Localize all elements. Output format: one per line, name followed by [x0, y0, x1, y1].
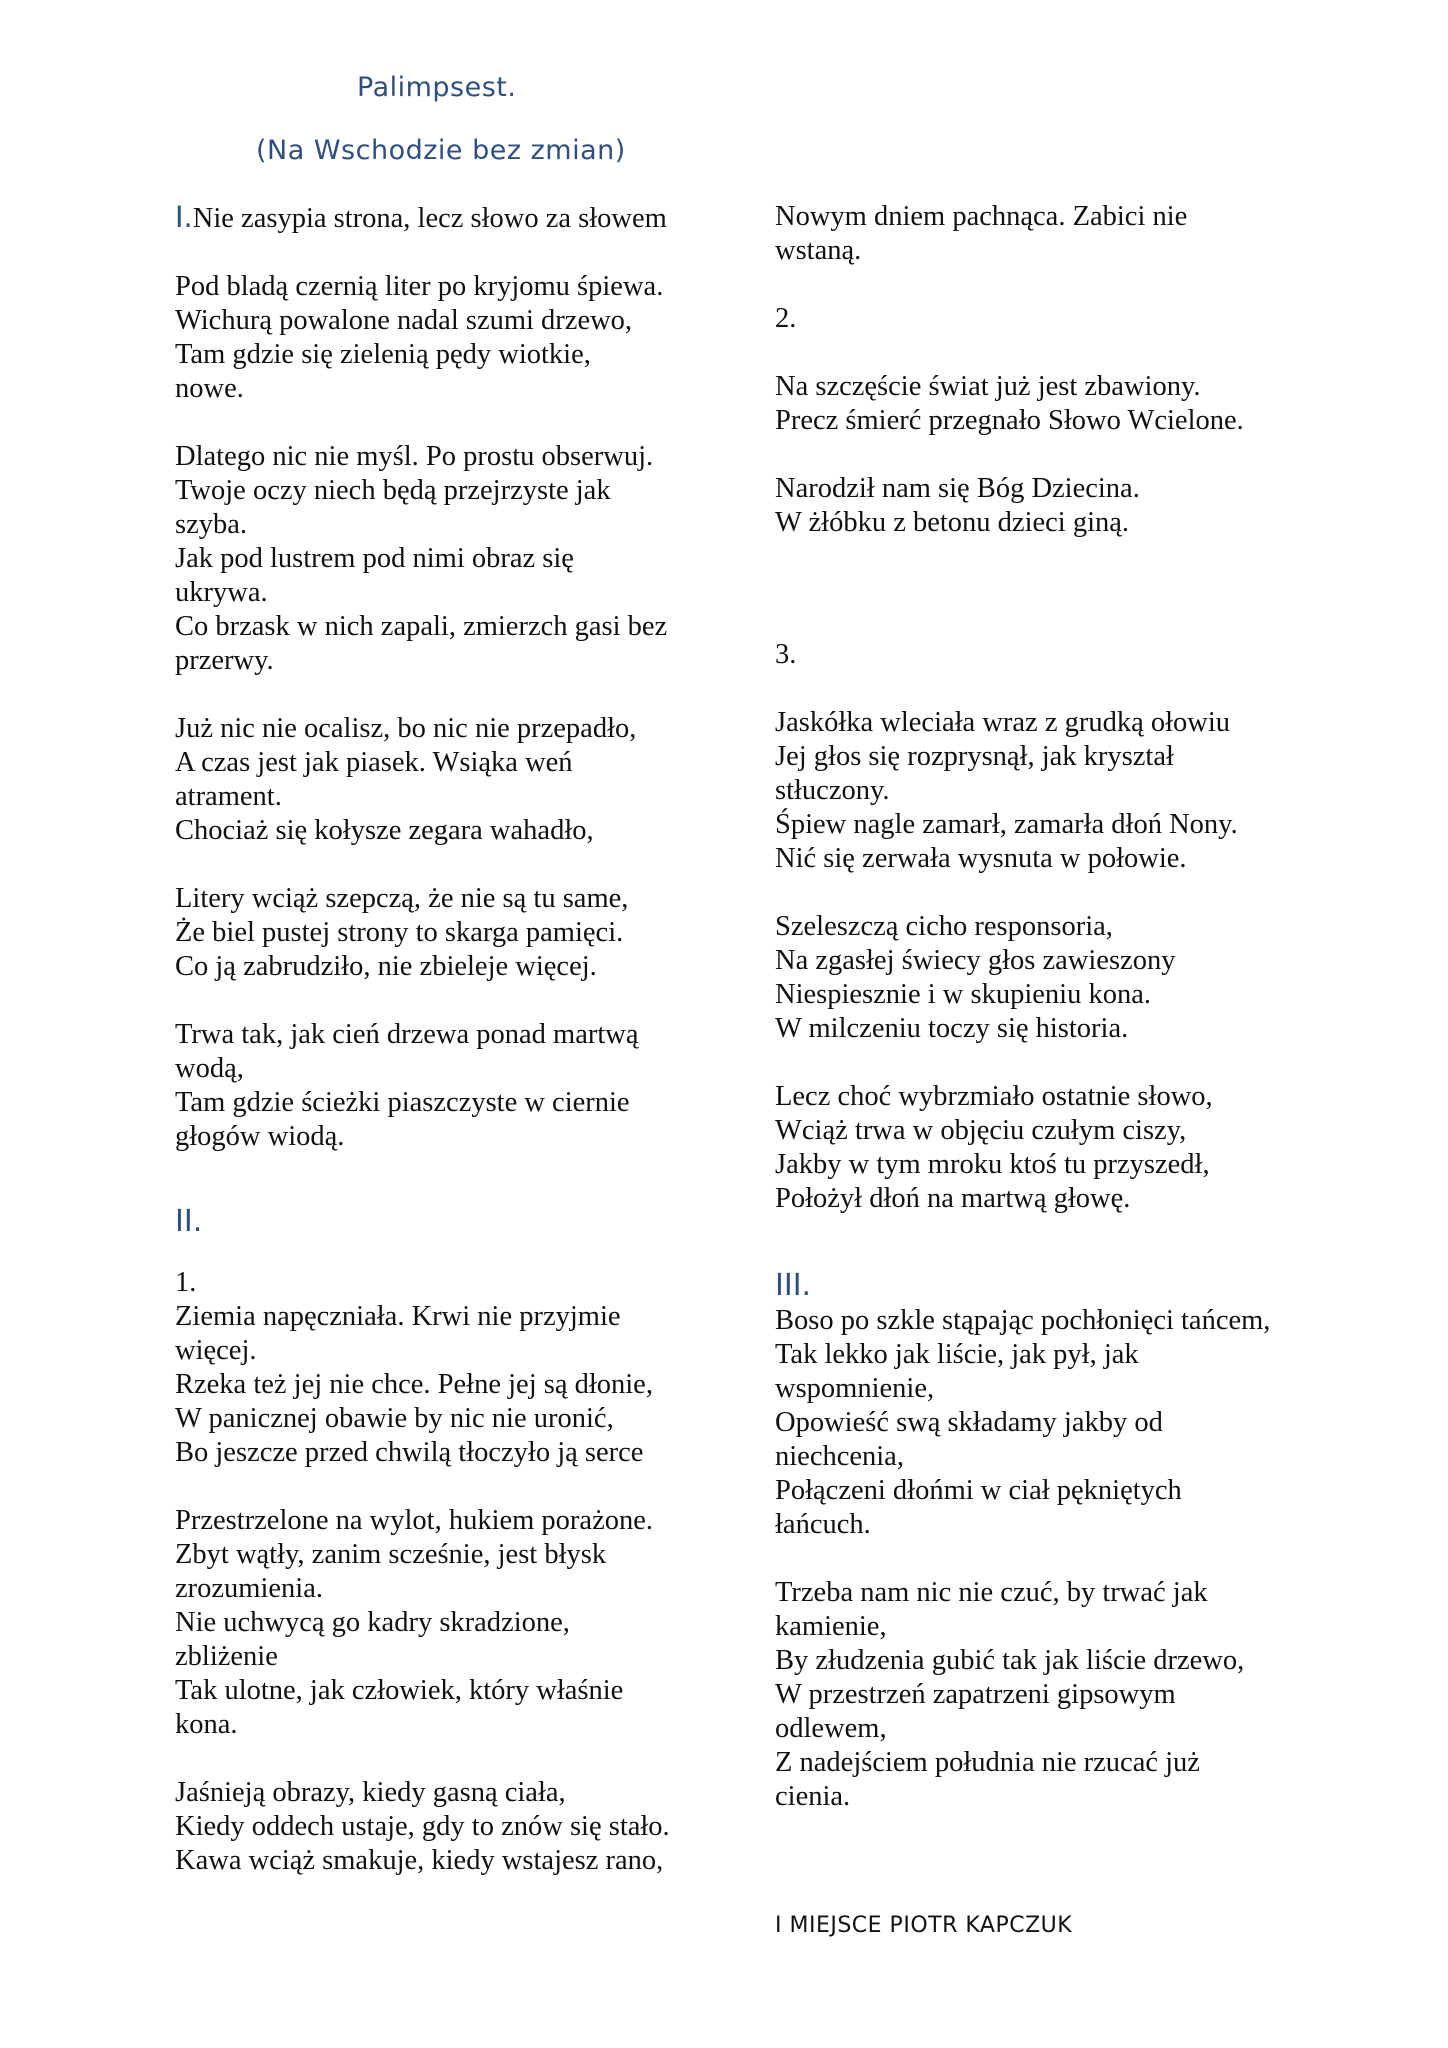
verse-line: Na szczęście świat już jest zbawiony. [775, 371, 1201, 402]
verse-line: Lecz choć wybrzmiało ostatnie słowo, [775, 1081, 1213, 1112]
verse-line: Jaśnieją obrazy, kiedy gasną ciała, [175, 1777, 566, 1808]
verse-line: Ziemia napęczniała. Krwi nie przyjmie [175, 1301, 621, 1332]
verse-line: Rzeka też jej nie chce. Pełne jej są dłonie, [175, 1369, 653, 1400]
verse-line: cienia. [775, 1781, 851, 1812]
verse-line: Co ją zabrudziło, nie zbieleje więcej. [175, 951, 597, 982]
verse-line: Że biel pustej strony to skarga pamięci. [175, 917, 624, 948]
verse-line: wodą, [175, 1053, 244, 1084]
verse-line: Wciąż trwa w objęciu czułym ciszy, [775, 1115, 1187, 1146]
verse-line: nowe. [175, 373, 244, 404]
section-numeral-i: I. [175, 200, 193, 234]
stanza [775, 910, 1335, 1046]
verse-line: głogów wiodą. [175, 1121, 345, 1152]
stanza [175, 440, 705, 678]
poem-subtitle: (Na Wschodzie bez zmian) [256, 135, 626, 166]
verse-line: wspomnienie, [775, 1373, 935, 1404]
verse-line: Tak ulotne, jak człowiek, który właśnie [175, 1675, 624, 1706]
verse-line: wstaną. [775, 235, 862, 266]
section-heading-iii: III. [775, 1268, 812, 1303]
verse-line: Co brzask w nich zapali, zmierzch gasi bez [175, 611, 668, 642]
verse-line: Kawa wciąż smakuje, kiedy wstajesz rano, [175, 1845, 664, 1876]
verse-line: Przestrzelone na wylot, hukiem porażone. [175, 1505, 654, 1536]
verse-line: łańcuch. [775, 1509, 871, 1540]
verse-line: Położył dłoń na martwą głowę. [775, 1183, 1131, 1214]
verse-line: Nie uchwycą go kadry skradzione, [175, 1607, 570, 1638]
stanza [775, 1304, 1335, 1542]
verse-line: niechcenia, [775, 1441, 904, 1472]
verse-line: Dlatego nic nie myśl. Po prostu obserwuj. [175, 441, 654, 472]
verse-line: zbliżenie [175, 1641, 278, 1672]
first-line-text: Nie zasypia strona, lecz słowo za słowem [192, 203, 667, 234]
verse-line: Z nadejściem południa nie rzucać już [775, 1747, 1200, 1778]
stanza [175, 712, 705, 848]
stanza [175, 1300, 705, 1470]
verse-line: Wichurą powalone nadal szumi drzewo, [175, 305, 633, 336]
verse-line: Szeleszczą cicho responsoria, [775, 911, 1113, 942]
right-column [775, 200, 1335, 1814]
verse-line: Trwa tak, jak cień drzewa ponad martwą [175, 1019, 639, 1050]
verse-line: ukrywa. [175, 577, 268, 608]
verse-line: Bo jeszcze przed chwilą tłoczyło ją serce [175, 1437, 644, 1468]
verse-line: By złudzenia gubić tak jak liście drzewo, [775, 1645, 1245, 1676]
verse-line: Jakby w tym mroku ktoś tu przyszedł, [775, 1149, 1210, 1180]
part-number: 3. [775, 639, 797, 670]
stanza [175, 882, 705, 984]
verse-line: Litery wciąż szepczą, że nie są tu same, [175, 883, 629, 914]
verse-line: W milczeniu toczy się historia. [775, 1013, 1129, 1044]
part-number: 2. [775, 303, 797, 334]
verse-line: W żłóbku z betonu dzieci giną. [775, 507, 1130, 538]
left-column [175, 200, 705, 1878]
verse-line: Precz śmierć przegnało Słowo Wcielone. [775, 405, 1244, 436]
verse-line: Połączeni dłońmi w ciał pękniętych [775, 1475, 1182, 1506]
verse-line: stłuczony. [775, 775, 890, 806]
verse-line: Jak pod lustrem pod nimi obraz się [175, 543, 574, 574]
verse-line: Jaskółka wleciała wraz z grudką ołowiu [775, 707, 1231, 738]
verse-line: Niespiesznie i w skupieniu kona. [775, 979, 1151, 1010]
verse-line: atrament. [175, 781, 282, 812]
verse-line: Tak lekko jak liście, jak pył, jak [775, 1339, 1139, 1370]
stanza [175, 1018, 705, 1154]
verse-line: Tam gdzie się zielenią pędy wiotkie, [175, 339, 591, 370]
verse-line: Twoje oczy niech będą przejrzyste jak [175, 475, 611, 506]
verse-line: Jej głos się rozprysnął, jak kryształ [775, 741, 1174, 772]
verse-line: W panicznej obawie by nic nie uronić, [175, 1403, 614, 1434]
verse-line: W przestrzeń zapatrzeni gipsowym [775, 1679, 1176, 1710]
verse-line: Śpiew nagle zamarł, zamarła dłoń Nony. [775, 809, 1238, 840]
verse-line: Nić się zerwała wysnuta w połowie. [775, 843, 1187, 874]
stanza [775, 370, 1335, 438]
stanza [775, 1576, 1335, 1814]
first-line [175, 200, 705, 236]
stanza [175, 270, 705, 406]
verse-line: kona. [175, 1709, 238, 1740]
verse-line: Na zgasłej świecy głos zawieszony [775, 945, 1176, 976]
verse-line: Chociaż się kołysze zegara wahadło, [175, 815, 594, 846]
verse-line: szyba. [175, 509, 248, 540]
verse-line: Już nic nie ocalisz, bo nic nie przepadło, [175, 713, 637, 744]
stanza [175, 1776, 705, 1878]
verse-line: Pod bladą czernią liter po kryjomu śpiewa. [175, 271, 664, 302]
verse-line: Trzeba nam nic nie czuć, by trwać jak [775, 1577, 1208, 1608]
author-signature: I MIEJSCE PIOTR KAPCZUK [775, 1913, 1073, 1938]
verse-line: kamienie, [775, 1611, 887, 1642]
verse-line: odlewem, [775, 1713, 887, 1744]
verse-line: przerwy. [175, 645, 274, 676]
verse-line: więcej. [175, 1335, 257, 1366]
part-number: 1. [175, 1267, 197, 1298]
stanza [775, 472, 1335, 540]
poem-title: Palimpsest. [357, 72, 517, 103]
verse-line: Nowym dniem pachnąca. Zabici nie [775, 201, 1188, 232]
stanza [775, 706, 1335, 876]
verse-line: Boso po szkle stąpając pochłonięci tańcem, [775, 1305, 1271, 1336]
verse-line: zrozumienia. [175, 1573, 323, 1604]
verse-line: Opowieść swą składamy jakby od [775, 1407, 1163, 1438]
stanza [175, 1504, 705, 1742]
stanza [775, 1080, 1335, 1216]
verse-line: Narodził nam się Bóg Dziecina. [775, 473, 1140, 504]
verse-line: Zbyt wątły, zanim scześnie, jest błysk [175, 1539, 607, 1570]
verse-line: Kiedy oddech ustaje, gdy to znów się stało. [175, 1811, 670, 1842]
verse-line: Tam gdzie ścieżki piaszczyste w ciernie [175, 1087, 630, 1118]
stanza [775, 200, 1335, 268]
verse-line: A czas jest jak piasek. Wsiąka weń [175, 747, 573, 778]
section-heading-ii: II. [175, 1204, 203, 1239]
